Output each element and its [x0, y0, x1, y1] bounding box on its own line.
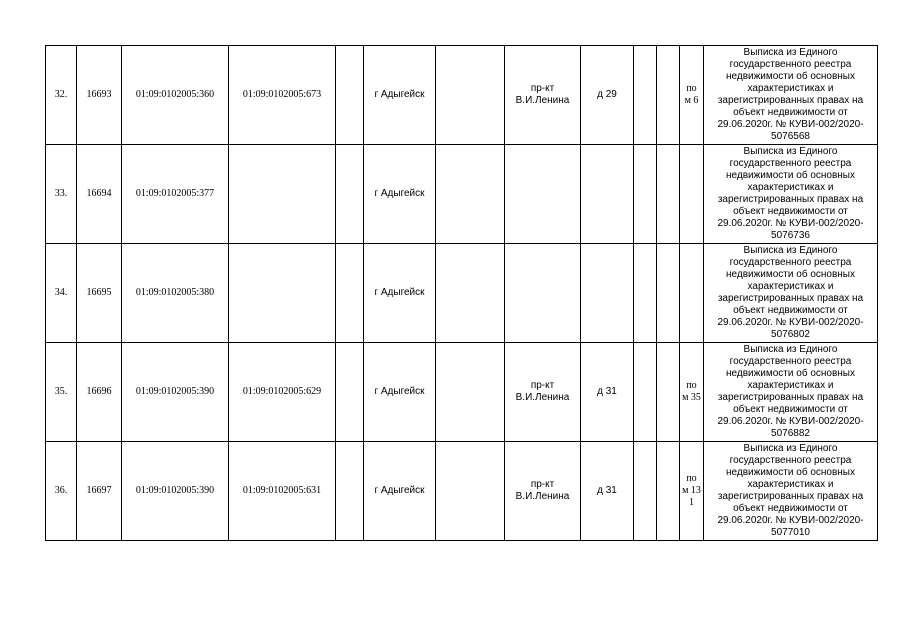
document-description: Выписка из Единого государственного реестра недвижимости об основных характеристиках и зарегистрированных правах на объект недвижимости от 29.06.2020г. № КУВИ-002/2020-5076802 [704, 244, 878, 343]
room-cell: по м 13 1 [680, 442, 704, 541]
empty-cell [634, 343, 657, 442]
empty-cell [634, 244, 657, 343]
registry-table [45, 45, 878, 541]
street-cell: пр-кт В.И.Ленина [505, 343, 581, 442]
empty-cell [336, 343, 364, 442]
empty-cell [436, 442, 505, 541]
cadastral-number-building: 01:09:0102005:377 [122, 145, 229, 244]
row-number: 32. [46, 46, 77, 145]
document-description: Выписка из Единого государственного реестра недвижимости об основных характеристиках и зарегистрированных правах на объект недвижимости от 29.06.2020г. № КУВИ-002/2020-5076568 [704, 46, 878, 145]
house-cell [581, 145, 634, 244]
street-cell [505, 244, 581, 343]
cadastral-number-premises [229, 244, 336, 343]
row-number: 33. [46, 145, 77, 244]
empty-cell [436, 145, 505, 244]
empty-cell [436, 46, 505, 145]
house-cell: д 31 [581, 442, 634, 541]
city-cell: г Адыгейск [364, 343, 436, 442]
empty-cell [336, 442, 364, 541]
table-row [46, 46, 878, 145]
empty-cell [657, 46, 680, 145]
city-cell: г Адыгейск [364, 244, 436, 343]
empty-cell [657, 442, 680, 541]
empty-cell [336, 244, 364, 343]
room-cell: по м 6 [680, 46, 704, 145]
empty-cell [634, 442, 657, 541]
object-id: 16695 [77, 244, 122, 343]
empty-cell [336, 46, 364, 145]
house-cell [581, 244, 634, 343]
house-cell: д 31 [581, 343, 634, 442]
city-cell: г Адыгейск [364, 442, 436, 541]
empty-cell [436, 244, 505, 343]
table-body [46, 46, 878, 541]
empty-cell [657, 145, 680, 244]
object-id: 16693 [77, 46, 122, 145]
document-description: Выписка из Единого государственного реестра недвижимости об основных характеристиках и зарегистрированных правах на объект недвижимости от 29.06.2020г. № КУВИ-002/2020-5076882 [704, 343, 878, 442]
cadastral-number-premises: 01:09:0102005:673 [229, 46, 336, 145]
document-description: Выписка из Единого государственного реестра недвижимости об основных характеристиках и зарегистрированных правах на объект недвижимости от 29.06.2020г. № КУВИ-002/2020-5077010 [704, 442, 878, 541]
city-cell: г Адыгейск [364, 46, 436, 145]
cadastral-number-building: 01:09:0102005:360 [122, 46, 229, 145]
table-row [46, 442, 878, 541]
empty-cell [634, 46, 657, 145]
row-number: 34. [46, 244, 77, 343]
table-row [46, 343, 878, 442]
object-id: 16697 [77, 442, 122, 541]
cadastral-number-building: 01:09:0102005:380 [122, 244, 229, 343]
empty-cell [634, 145, 657, 244]
cadastral-number-building: 01:09:0102005:390 [122, 343, 229, 442]
document-description: Выписка из Единого государственного реестра недвижимости об основных характеристиках и зарегистрированных правах на объект недвижимости от 29.06.2020г. № КУВИ-002/2020-5076736 [704, 145, 878, 244]
object-id: 16694 [77, 145, 122, 244]
row-number: 35. [46, 343, 77, 442]
room-cell: по м 35 [680, 343, 704, 442]
house-cell: д 29 [581, 46, 634, 145]
empty-cell [657, 244, 680, 343]
empty-cell [657, 343, 680, 442]
cadastral-number-premises: 01:09:0102005:631 [229, 442, 336, 541]
cadastral-number-premises [229, 145, 336, 244]
empty-cell [336, 145, 364, 244]
cadastral-number-premises: 01:09:0102005:629 [229, 343, 336, 442]
cadastral-number-building: 01:09:0102005:390 [122, 442, 229, 541]
object-id: 16696 [77, 343, 122, 442]
room-cell [680, 145, 704, 244]
room-cell [680, 244, 704, 343]
street-cell [505, 145, 581, 244]
street-cell: пр-кт В.И.Ленина [505, 46, 581, 145]
row-number: 36. [46, 442, 77, 541]
street-cell: пр-кт В.И.Ленина [505, 442, 581, 541]
city-cell: г Адыгейск [364, 145, 436, 244]
table-row [46, 145, 878, 244]
empty-cell [436, 343, 505, 442]
table-row [46, 244, 878, 343]
